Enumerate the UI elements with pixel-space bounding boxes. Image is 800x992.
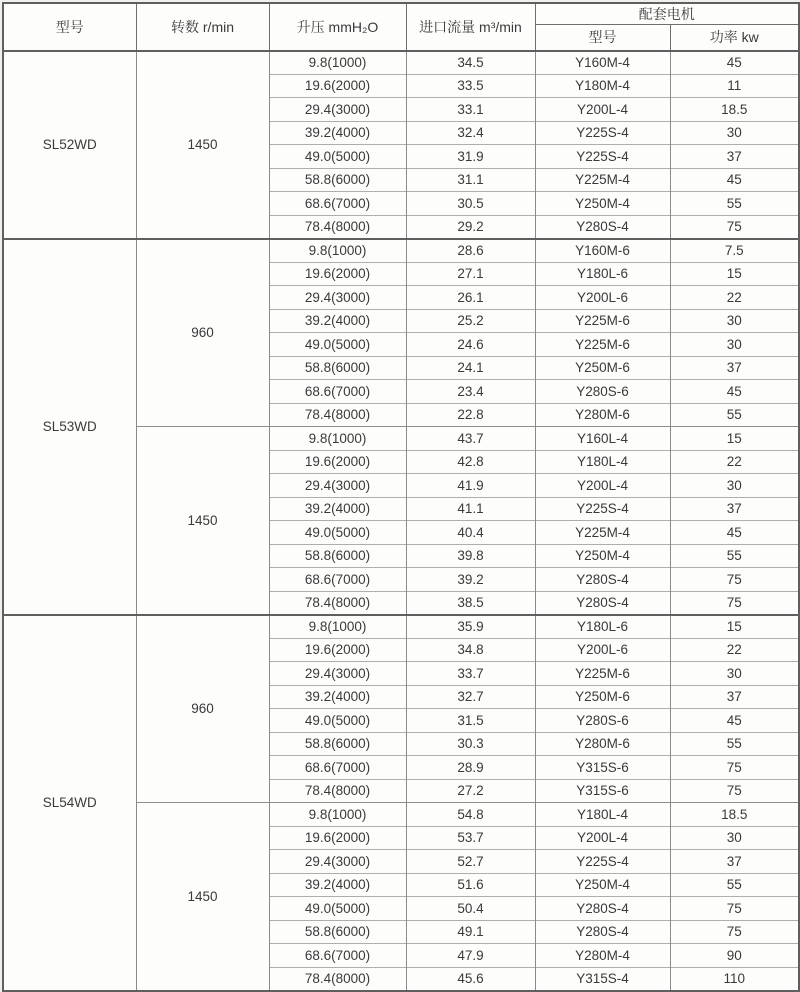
flow-cell: 42.8 xyxy=(406,450,535,474)
pressure-cell: 49.0(5000) xyxy=(269,521,406,545)
pressure-cell: 49.0(5000) xyxy=(269,333,406,357)
flow-cell: 30.5 xyxy=(406,192,535,216)
motor-model-cell: Y200L-4 xyxy=(535,474,670,498)
pressure-cell: 9.8(1000) xyxy=(269,239,406,263)
motor-power-cell: 75 xyxy=(670,215,799,239)
pressure-cell: 9.8(1000) xyxy=(269,803,406,827)
flow-cell: 26.1 xyxy=(406,286,535,310)
motor-model-cell: Y315S-4 xyxy=(535,967,670,991)
table-body xyxy=(3,51,799,991)
motor-power-cell: 22 xyxy=(670,450,799,474)
motor-model-cell: Y200L-6 xyxy=(535,286,670,310)
motor-model-cell: Y250M-6 xyxy=(535,356,670,380)
motor-model-cell: Y225S-4 xyxy=(535,121,670,145)
motor-power-cell: 75 xyxy=(670,779,799,803)
pressure-cell: 39.2(4000) xyxy=(269,685,406,709)
motor-model-cell: Y280M-6 xyxy=(535,732,670,756)
pressure-cell: 68.6(7000) xyxy=(269,380,406,404)
motor-power-cell: 55 xyxy=(670,544,799,568)
motor-model-cell: Y200L-6 xyxy=(535,638,670,662)
motor-model-cell: Y280S-4 xyxy=(535,920,670,944)
pressure-cell: 58.8(6000) xyxy=(269,544,406,568)
motor-power-cell: 55 xyxy=(670,873,799,897)
motor-model-cell: Y180M-4 xyxy=(535,74,670,98)
table-row xyxy=(3,615,799,639)
flow-cell: 27.2 xyxy=(406,779,535,803)
flow-cell: 49.1 xyxy=(406,920,535,944)
motor-model-cell: Y200L-4 xyxy=(535,98,670,122)
pressure-cell: 78.4(8000) xyxy=(269,215,406,239)
motor-model-cell: Y225S-4 xyxy=(535,850,670,874)
flow-cell: 54.8 xyxy=(406,803,535,827)
pressure-cell: 29.4(3000) xyxy=(269,98,406,122)
flow-cell: 41.9 xyxy=(406,474,535,498)
motor-power-cell: 55 xyxy=(670,192,799,216)
motor-model-cell: Y315S-6 xyxy=(535,756,670,780)
motor-power-cell: 18.5 xyxy=(670,803,799,827)
table-row xyxy=(3,239,799,263)
header-motor-model: 型号 xyxy=(535,25,670,51)
speed-cell: 960 xyxy=(136,239,269,427)
pressure-cell: 68.6(7000) xyxy=(269,944,406,968)
flow-cell: 25.2 xyxy=(406,309,535,333)
motor-power-cell: 18.5 xyxy=(670,98,799,122)
model-cell: SL53WD xyxy=(3,239,136,615)
flow-cell: 53.7 xyxy=(406,826,535,850)
motor-model-cell: Y280M-6 xyxy=(535,403,670,427)
flow-cell: 31.5 xyxy=(406,709,535,733)
motor-power-cell: 37 xyxy=(670,145,799,169)
motor-power-cell: 7.5 xyxy=(670,239,799,263)
motor-power-cell: 30 xyxy=(670,474,799,498)
pressure-cell: 29.4(3000) xyxy=(269,850,406,874)
pressure-cell: 78.4(8000) xyxy=(269,779,406,803)
pressure-cell: 58.8(6000) xyxy=(269,732,406,756)
pressure-cell: 58.8(6000) xyxy=(269,356,406,380)
pressure-cell: 9.8(1000) xyxy=(269,427,406,451)
motor-model-cell: Y225M-6 xyxy=(535,309,670,333)
motor-power-cell: 11 xyxy=(670,74,799,98)
motor-power-cell: 15 xyxy=(670,427,799,451)
pressure-cell: 39.2(4000) xyxy=(269,309,406,333)
header-flow: 进口流量 m³/min xyxy=(406,3,535,51)
motor-model-cell: Y180L-6 xyxy=(535,262,670,286)
motor-power-cell: 37 xyxy=(670,850,799,874)
motor-power-cell: 90 xyxy=(670,944,799,968)
motor-power-cell: 30 xyxy=(670,662,799,686)
header-row-1 xyxy=(3,3,799,25)
pressure-cell: 78.4(8000) xyxy=(269,967,406,991)
motor-model-cell: Y250M-4 xyxy=(535,544,670,568)
motor-power-cell: 30 xyxy=(670,826,799,850)
motor-power-cell: 37 xyxy=(670,356,799,380)
flow-cell: 34.5 xyxy=(406,51,535,75)
pressure-cell: 58.8(6000) xyxy=(269,920,406,944)
motor-power-cell: 45 xyxy=(670,521,799,545)
motor-model-cell: Y200L-4 xyxy=(535,826,670,850)
motor-model-cell: Y225M-4 xyxy=(535,168,670,192)
motor-model-cell: Y180L-4 xyxy=(535,450,670,474)
header-motor-power: 功率 kw xyxy=(670,25,799,51)
flow-cell: 24.1 xyxy=(406,356,535,380)
motor-power-cell: 75 xyxy=(670,897,799,921)
flow-cell: 29.2 xyxy=(406,215,535,239)
model-cell: SL52WD xyxy=(3,51,136,239)
motor-power-cell: 75 xyxy=(670,756,799,780)
pressure-cell: 58.8(6000) xyxy=(269,168,406,192)
pressure-cell: 49.0(5000) xyxy=(269,897,406,921)
motor-model-cell: Y160M-4 xyxy=(535,51,670,75)
motor-power-cell: 45 xyxy=(670,51,799,75)
flow-cell: 35.9 xyxy=(406,615,535,639)
motor-model-cell: Y280M-4 xyxy=(535,944,670,968)
flow-cell: 31.1 xyxy=(406,168,535,192)
flow-cell: 34.8 xyxy=(406,638,535,662)
motor-model-cell: Y250M-6 xyxy=(535,685,670,709)
motor-power-cell: 55 xyxy=(670,403,799,427)
flow-cell: 30.3 xyxy=(406,732,535,756)
speed-cell: 1450 xyxy=(136,427,269,615)
motor-power-cell: 15 xyxy=(670,262,799,286)
flow-cell: 43.7 xyxy=(406,427,535,451)
motor-power-cell: 22 xyxy=(670,286,799,310)
speed-cell: 1450 xyxy=(136,51,269,239)
motor-power-cell: 45 xyxy=(670,709,799,733)
header-motor-group: 配套电机 xyxy=(535,3,799,25)
motor-power-cell: 75 xyxy=(670,920,799,944)
header-model: 型号 xyxy=(3,3,136,51)
pressure-cell: 68.6(7000) xyxy=(269,568,406,592)
speed-cell: 1450 xyxy=(136,803,269,991)
motor-model-cell: Y225M-6 xyxy=(535,333,670,357)
table-header xyxy=(3,3,799,51)
flow-cell: 51.6 xyxy=(406,873,535,897)
motor-power-cell: 30 xyxy=(670,309,799,333)
flow-cell: 24.6 xyxy=(406,333,535,357)
pressure-cell: 9.8(1000) xyxy=(269,51,406,75)
motor-model-cell: Y225S-4 xyxy=(535,497,670,521)
flow-cell: 39.2 xyxy=(406,568,535,592)
flow-cell: 39.8 xyxy=(406,544,535,568)
motor-power-cell: 15 xyxy=(670,615,799,639)
motor-model-cell: Y250M-4 xyxy=(535,873,670,897)
pressure-cell: 19.6(2000) xyxy=(269,826,406,850)
flow-cell: 41.1 xyxy=(406,497,535,521)
flow-cell: 33.5 xyxy=(406,74,535,98)
pressure-cell: 19.6(2000) xyxy=(269,638,406,662)
flow-cell: 33.7 xyxy=(406,662,535,686)
motor-power-cell: 75 xyxy=(670,591,799,615)
pressure-cell: 29.4(3000) xyxy=(269,662,406,686)
motor-model-cell: Y250M-4 xyxy=(535,192,670,216)
flow-cell: 40.4 xyxy=(406,521,535,545)
pressure-cell: 19.6(2000) xyxy=(269,74,406,98)
motor-model-cell: Y225S-4 xyxy=(535,145,670,169)
pressure-cell: 39.2(4000) xyxy=(269,121,406,145)
motor-model-cell: Y280S-4 xyxy=(535,568,670,592)
speed-cell: 960 xyxy=(136,615,269,803)
pressure-cell: 49.0(5000) xyxy=(269,709,406,733)
motor-model-cell: Y315S-6 xyxy=(535,779,670,803)
motor-model-cell: Y280S-6 xyxy=(535,709,670,733)
flow-cell: 28.9 xyxy=(406,756,535,780)
header-speed: 转数 r/min xyxy=(136,3,269,51)
flow-cell: 47.9 xyxy=(406,944,535,968)
motor-model-cell: Y160L-4 xyxy=(535,427,670,451)
flow-cell: 52.7 xyxy=(406,850,535,874)
pressure-cell: 68.6(7000) xyxy=(269,192,406,216)
motor-power-cell: 55 xyxy=(670,732,799,756)
pressure-cell: 68.6(7000) xyxy=(269,756,406,780)
pressure-cell: 78.4(8000) xyxy=(269,403,406,427)
pressure-cell: 19.6(2000) xyxy=(269,450,406,474)
flow-cell: 27.1 xyxy=(406,262,535,286)
fan-spec-table xyxy=(2,2,800,992)
motor-model-cell: Y225M-4 xyxy=(535,521,670,545)
header-pressure: 升压 mmH₂O xyxy=(269,3,406,51)
pressure-cell: 29.4(3000) xyxy=(269,474,406,498)
flow-cell: 28.6 xyxy=(406,239,535,263)
flow-cell: 45.6 xyxy=(406,967,535,991)
motor-power-cell: 30 xyxy=(670,121,799,145)
motor-power-cell: 45 xyxy=(670,168,799,192)
motor-power-cell: 75 xyxy=(670,568,799,592)
flow-cell: 22.8 xyxy=(406,403,535,427)
flow-cell: 31.9 xyxy=(406,145,535,169)
motor-model-cell: Y180L-4 xyxy=(535,803,670,827)
pressure-cell: 29.4(3000) xyxy=(269,286,406,310)
flow-cell: 50.4 xyxy=(406,897,535,921)
pressure-cell: 39.2(4000) xyxy=(269,873,406,897)
pressure-cell: 9.8(1000) xyxy=(269,615,406,639)
table-row xyxy=(3,51,799,75)
motor-model-cell: Y180L-6 xyxy=(535,615,670,639)
pressure-cell: 19.6(2000) xyxy=(269,262,406,286)
motor-power-cell: 22 xyxy=(670,638,799,662)
pressure-cell: 78.4(8000) xyxy=(269,591,406,615)
pressure-cell: 39.2(4000) xyxy=(269,497,406,521)
motor-model-cell: Y280S-4 xyxy=(535,591,670,615)
motor-power-cell: 45 xyxy=(670,380,799,404)
motor-model-cell: Y225M-6 xyxy=(535,662,670,686)
flow-cell: 33.1 xyxy=(406,98,535,122)
motor-power-cell: 37 xyxy=(670,497,799,521)
motor-model-cell: Y280S-4 xyxy=(535,215,670,239)
flow-cell: 32.7 xyxy=(406,685,535,709)
motor-model-cell: Y280S-6 xyxy=(535,380,670,404)
flow-cell: 32.4 xyxy=(406,121,535,145)
motor-power-cell: 37 xyxy=(670,685,799,709)
motor-model-cell: Y160M-6 xyxy=(535,239,670,263)
motor-power-cell: 110 xyxy=(670,967,799,991)
motor-model-cell: Y280S-4 xyxy=(535,897,670,921)
motor-power-cell: 30 xyxy=(670,333,799,357)
model-cell: SL54WD xyxy=(3,615,136,991)
flow-cell: 23.4 xyxy=(406,380,535,404)
pressure-cell: 49.0(5000) xyxy=(269,145,406,169)
flow-cell: 38.5 xyxy=(406,591,535,615)
